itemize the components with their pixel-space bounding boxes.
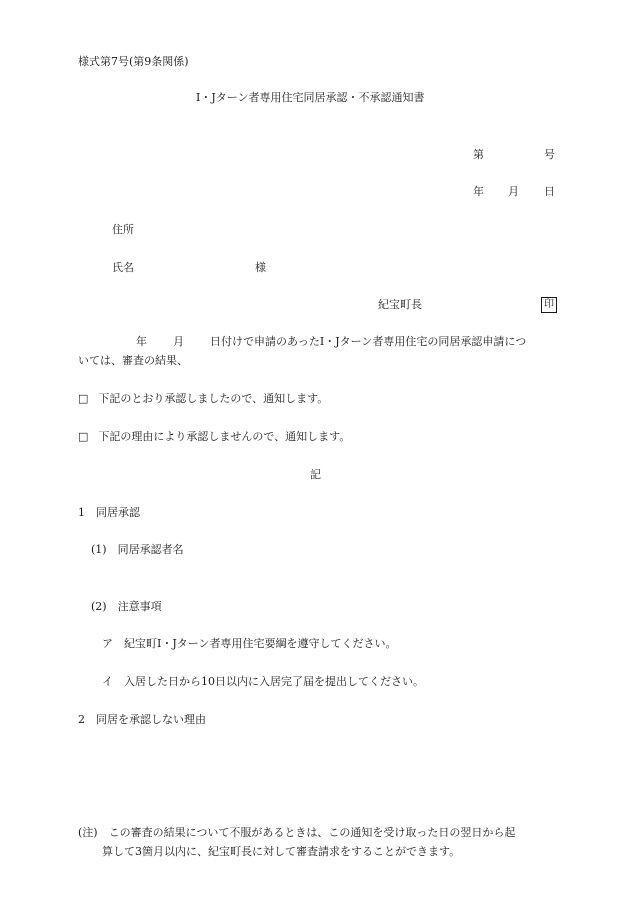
note-i: イ 入居した日から10日以内に入居完了届を提出してください。	[102, 675, 424, 688]
name-label: 氏名	[112, 261, 134, 274]
section1-sub1: (1) 同居承認者名	[91, 543, 184, 556]
doc-number-dai: 第	[473, 148, 484, 161]
ki-heading: 記	[310, 468, 321, 481]
honorific: 様	[255, 261, 266, 274]
section1-sub2: (2) 注意事項	[91, 600, 162, 613]
checkbox-reject: □	[78, 430, 89, 443]
seal-mark: 印	[541, 297, 557, 313]
footnote-line1: (注) この審査の結果について不服があるときは、この通知を受け取った日の翌日から起	[78, 826, 516, 839]
section2-heading: 2 同居を承認しない理由	[78, 713, 206, 726]
body-date-year: 年	[136, 335, 147, 348]
date-month: 月	[508, 185, 519, 198]
option-reject	[78, 431, 350, 442]
note-a: ア 紀宝町I・Jターン者専用住宅要綱を遵守してください。	[102, 637, 397, 650]
document-title: I・Jターン者専用住宅同居承認・不承認通知書	[196, 91, 425, 104]
section1-heading: 1 同居承認	[78, 506, 140, 519]
body-date-month: 月	[173, 335, 184, 348]
doc-number-gou: 号	[544, 148, 555, 161]
body-line1: 日付けで申請のあったI・Jターン者専用住宅の同居承認申請につ	[210, 335, 527, 348]
checkbox-approve: □	[78, 392, 89, 405]
body-line2: いては、審査の結果、	[78, 354, 188, 367]
footnote-line2: 算して3箇月以内に、紀宝町長に対して審査請求をすることができます。	[102, 845, 461, 858]
address-label: 住所	[112, 223, 134, 236]
form-number: 様式第7号(第9条関係)	[78, 55, 189, 68]
sender-title: 紀宝町長	[378, 298, 422, 311]
option-approve-text: 下記のとおり承認しましたので、通知します。	[98, 392, 329, 405]
date-day: 日	[544, 185, 555, 198]
option-reject-text: 下記の理由により承認しませんので、通知します。	[98, 430, 351, 443]
option-approve	[78, 393, 328, 404]
date-year: 年	[473, 185, 484, 198]
